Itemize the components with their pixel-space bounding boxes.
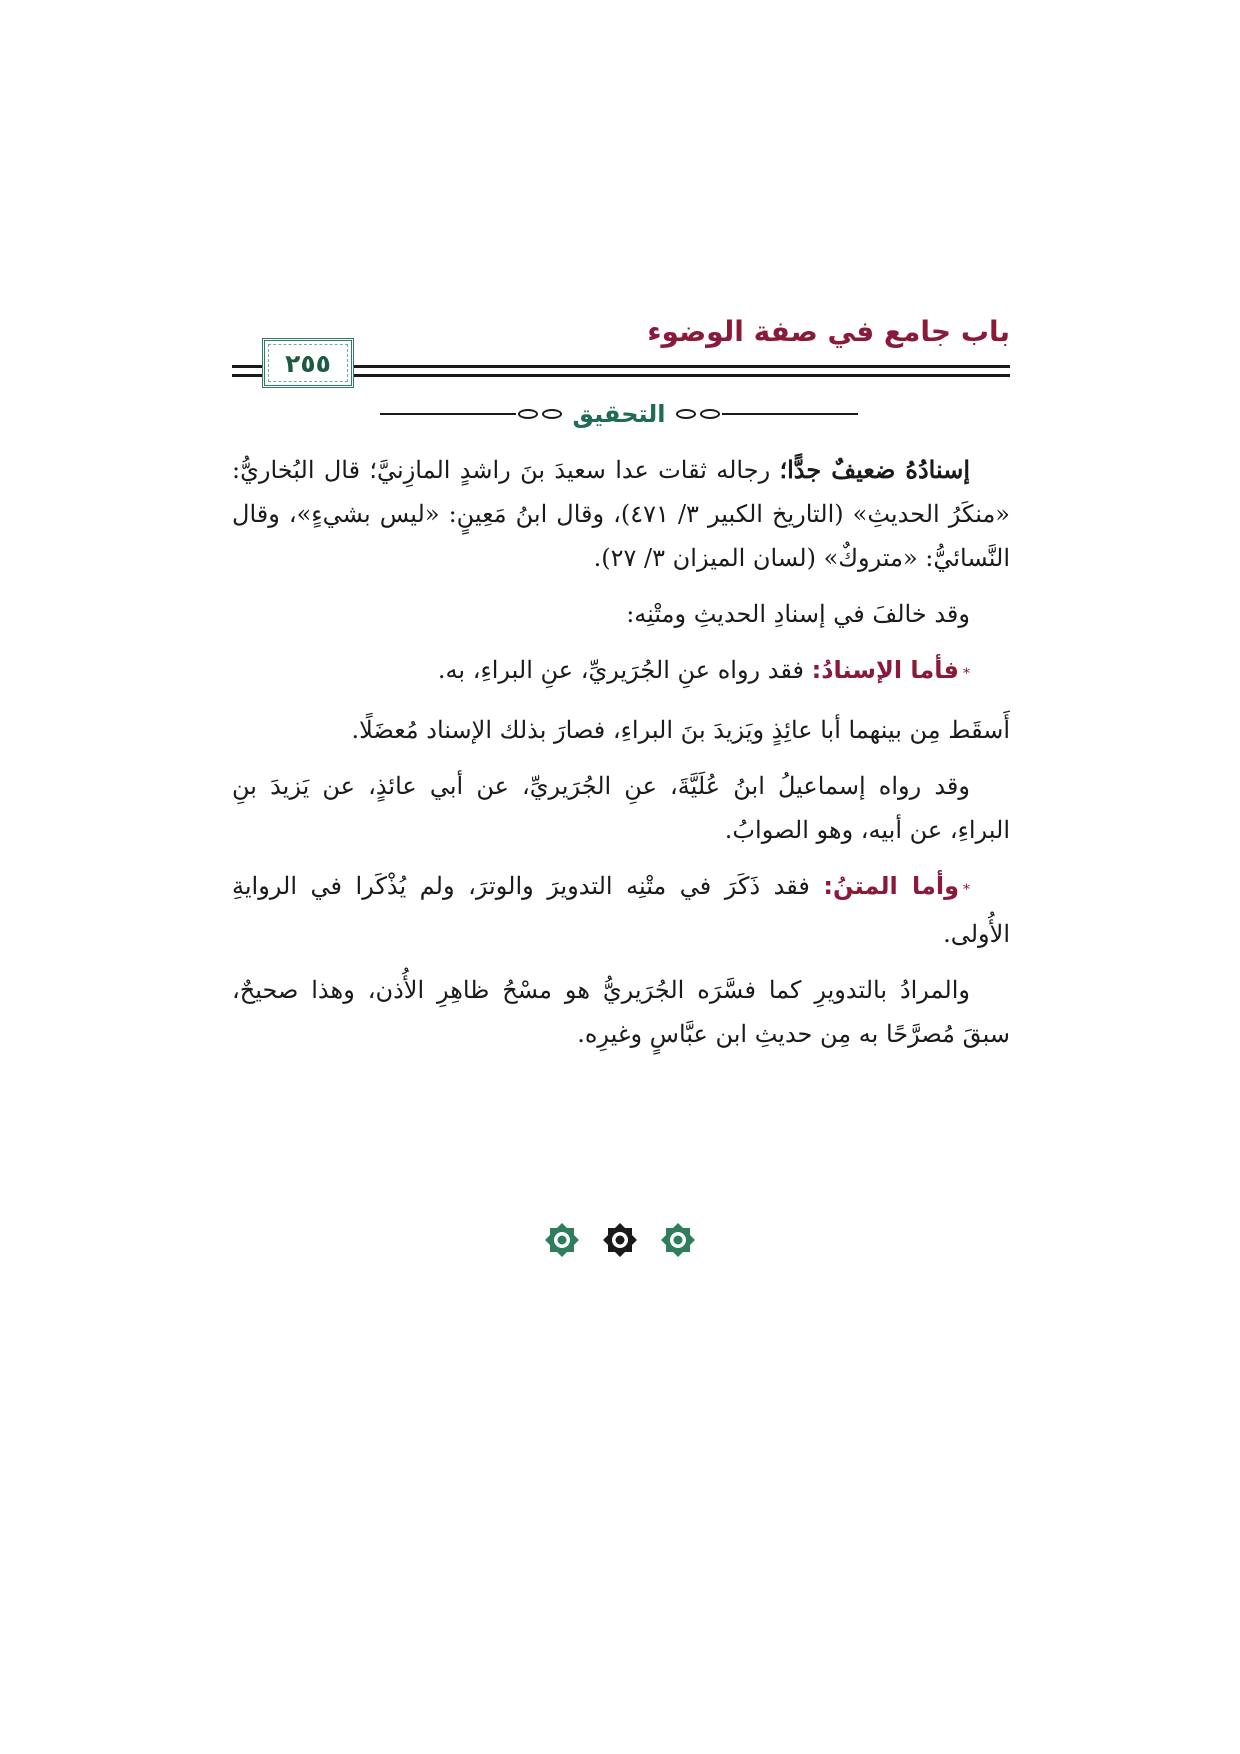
- star-flower-icon: [658, 1220, 698, 1260]
- isnad-label: فأما الإسنادُ:: [811, 656, 959, 684]
- isnad-grade-bold: إسنادُهُ ضعيفٌ جدًّا؛: [779, 455, 970, 484]
- paragraph-isnad-grade: [232, 448, 1010, 580]
- star-flower-icon: [542, 1220, 582, 1260]
- section-title: التحقيق: [572, 400, 666, 428]
- paragraph-correct-chain: وقد رواه إسماعيلُ ابنُ عُلَيَّةَ، عنِ الجُرَيريِّ، عن أبي عائذٍ، عن يَزيدَ بنِ البراءِ، عن أبيه، وهو الصوابُ.: [232, 772, 1010, 844]
- paragraph-meaning: والمرادُ بالتدويرِ كما فسَّرَه الجُرَيريُّ هو مسْحُ ظاهِرِ الأُذن، وهذا صحيحٌ، سبقَ مُصرَّحًا به مِن حديثِ ابن عبَّاسٍ وغيرِه.: [232, 976, 1010, 1048]
- chapter-title: باب جامع في صفة الوضوء: [647, 315, 1010, 348]
- ornament-line-left: [380, 413, 516, 415]
- paragraph-matn: [232, 864, 1010, 956]
- knot-ornament-icon: [676, 409, 696, 419]
- paragraph-disagreement: وقد خالفَ في إسنادِ الحديثِ ومتْنِه:: [626, 600, 970, 628]
- page-number-frame: [262, 338, 354, 388]
- star-flower-icon: [600, 1220, 640, 1260]
- isnad-grade-text: رجاله ثقات عدا سعيدَ بنَ راشدٍ المازِنيَّ؛ قال البُخاريُّ: «منكَرُ الحديثِ» (التاريخ الكبير ٣/ ٤٧١)، وقال ابنُ مَعِينٍ: «ليس بشيءٍ»، وقال النَّسائيُّ: «متروكٌ» (لسان الميزان ٣/ ٢٧).: [232, 456, 1010, 572]
- section-heading: [380, 398, 858, 430]
- body-text: [232, 448, 1010, 1068]
- ornament-line-right: [722, 413, 858, 415]
- page-header: [232, 315, 1010, 395]
- knot-ornament-icon: [700, 409, 720, 419]
- bullet-icon: *: [963, 666, 970, 682]
- end-ornaments: [520, 1215, 720, 1265]
- isnad-text: فقد رواه عنِ الجُرَيريِّ، عنِ البراءِ، به.: [437, 656, 812, 684]
- bullet-icon: *: [963, 882, 970, 898]
- paragraph-isnad: [232, 648, 1010, 696]
- matn-label: وأما المتنُ:: [823, 872, 959, 900]
- page-number: ٢٥٥: [285, 348, 331, 378]
- knot-ornament-icon: [542, 409, 562, 419]
- matn-text: فقد ذَكَرَ في متْنِه التدويرَ والوترَ، ولم يُذْكَرا في الروايةِ الأُولى.: [232, 872, 1010, 948]
- knot-ornament-icon: [518, 409, 538, 419]
- paragraph-omission: أَسقَط مِن بينهما أبا عائِذٍ ويَزيدَ بنَ البراءِ، فصارَ بذلك الإسناد مُعضَلًا.: [351, 716, 1010, 744]
